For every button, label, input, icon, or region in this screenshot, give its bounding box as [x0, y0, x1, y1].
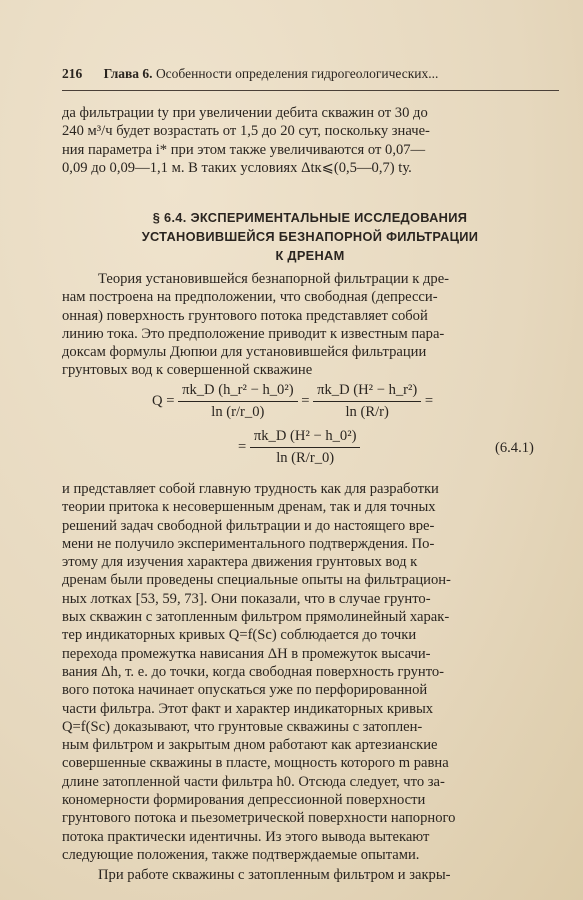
- chapter-title: Особенности определения гидрогеологических...: [155, 66, 439, 81]
- text-line: части фильтра. Этот факт и характер индикаторных кривых: [62, 700, 434, 717]
- fraction-2-numerator: πk_D (H² − h_r²): [313, 382, 421, 402]
- paragraph-2: [62, 480, 552, 864]
- section-title-line: УСТАНОВИВШЕЙСЯ БЕЗНАПОРНОЙ ФИЛЬТРАЦИИ: [141, 229, 479, 244]
- fraction-3-numerator: πk_D (H² − h_0²): [250, 428, 361, 448]
- equation-number: (6.4.1): [495, 440, 534, 456]
- chapter-number: Глава 6.: [103, 66, 153, 81]
- text-line: кономерности формирования депрессионной поверхности: [62, 792, 426, 809]
- text-line: грунтового потока и пьезометрической поверхности напорного: [62, 810, 456, 827]
- text-line: доксам формулы Дюпюи для установившейся фильтрации: [62, 344, 427, 361]
- equals-sign: =: [301, 392, 310, 409]
- equals-sign: =: [238, 438, 247, 455]
- text-line: вания Δh, т. е. до точки, когда свободная поверхность грунто-: [62, 663, 445, 680]
- text-line: Теория установившейся безнапорной фильтрации к дре-: [98, 271, 450, 287]
- text-line: онная) поверхность грунтового потока представляет собой: [62, 307, 428, 324]
- text-line: следующие положения, также подтверждаемые опытами.: [62, 846, 420, 863]
- text-line: совершенные скважины в пласте, мощность которого m равна: [62, 755, 449, 772]
- section-title-line: § 6.4. ЭКСПЕРИМЕНТАЛЬНЫЕ ИССЛЕДОВАНИЯ: [152, 210, 468, 225]
- text-line: При работе скважины с затопленным фильтром и закры-: [98, 867, 451, 883]
- text-line: теории притока к несовершенным дренам, так и для точных: [62, 499, 436, 516]
- fraction-3: [250, 428, 361, 467]
- text-line: решений задач свободной фильтрации и до настоящего вре-: [62, 517, 435, 534]
- text-line: тер индикаторных кривых Q=f(Sс) соблюдается до точки: [62, 627, 417, 644]
- text-line: грунтовых вод к совершенной скважине: [62, 362, 313, 379]
- section-title: [90, 208, 530, 265]
- text-line: Q=f(Sс) доказывают, что грунтовые скважины с затоплен-: [62, 718, 423, 735]
- text-line: потока практически идентичны. Из этого вывода вытекают: [62, 828, 430, 845]
- text-line: 240 м³/ч будет возрастать от 1,5 до 20 сут, поскольку значе-: [62, 123, 430, 140]
- text-line: длине затопленной части фильтра h0. Отсюда следует, что за-: [62, 773, 445, 790]
- equals-sign: =: [424, 392, 434, 409]
- fraction-1: [178, 382, 298, 421]
- fraction-2-denominator: ln (R/r): [345, 404, 389, 420]
- text-line: этому для изучения характера движения грунтовых вод к: [62, 554, 418, 571]
- header-rule: [62, 90, 559, 91]
- text-line: и представляет собой главную трудность как для разработки: [62, 481, 439, 497]
- text-line: ния параметра i* при этом также увеличиваются от 0,07—: [62, 141, 426, 158]
- text-line: вого потока начинает опускаться уже по перфорированной: [62, 682, 428, 699]
- text-line: мени не получило экспериментального подтверждения. По-: [62, 535, 435, 552]
- text-line: нам построена на предположении, что свободная (депресси-: [62, 289, 438, 306]
- page-number: 216: [62, 66, 83, 81]
- paragraph-3: [62, 866, 552, 884]
- fraction-1-denominator: ln (r/r_0): [211, 404, 265, 420]
- equation-line-2: [238, 428, 360, 467]
- text-line: 0,09 до 0,09—1,1 м. В таких условиях Δtк⩽(0,5—0,7) tу.: [62, 159, 412, 176]
- text-line: линию тока. Это предположение приводит к известным пара-: [62, 325, 445, 342]
- text-line: вых скважин с затопленным фильтром прямолинейный харак-: [62, 609, 450, 626]
- paragraph-1: [62, 270, 552, 380]
- fraction-2: [313, 382, 421, 421]
- intro-paragraph: [62, 104, 552, 177]
- fraction-1-numerator: πk_D (h_r² − h_0²): [178, 382, 298, 402]
- text-line: ных лотках [53, 59, 73]. Они показали, что в случае грунто-: [62, 590, 431, 607]
- text-line: перехода промежутка нависания ΔH в промежуток высачи-: [62, 645, 431, 662]
- running-header: [62, 66, 552, 86]
- fraction-3-denominator: ln (R/r_0): [276, 450, 335, 466]
- equation-lhs: Q =: [152, 392, 175, 409]
- section-title-line: К ДРЕНАМ: [275, 248, 345, 263]
- text-line: ным фильтром и закрытым дном работают как артезианские: [62, 737, 438, 754]
- text-line: дренам были проведены специальные опыты на фильтрацион-: [62, 572, 451, 589]
- text-line: да фильтрации tу при увеличении дебита скважин от 30 до: [62, 105, 428, 121]
- equation-line-1: [152, 382, 433, 421]
